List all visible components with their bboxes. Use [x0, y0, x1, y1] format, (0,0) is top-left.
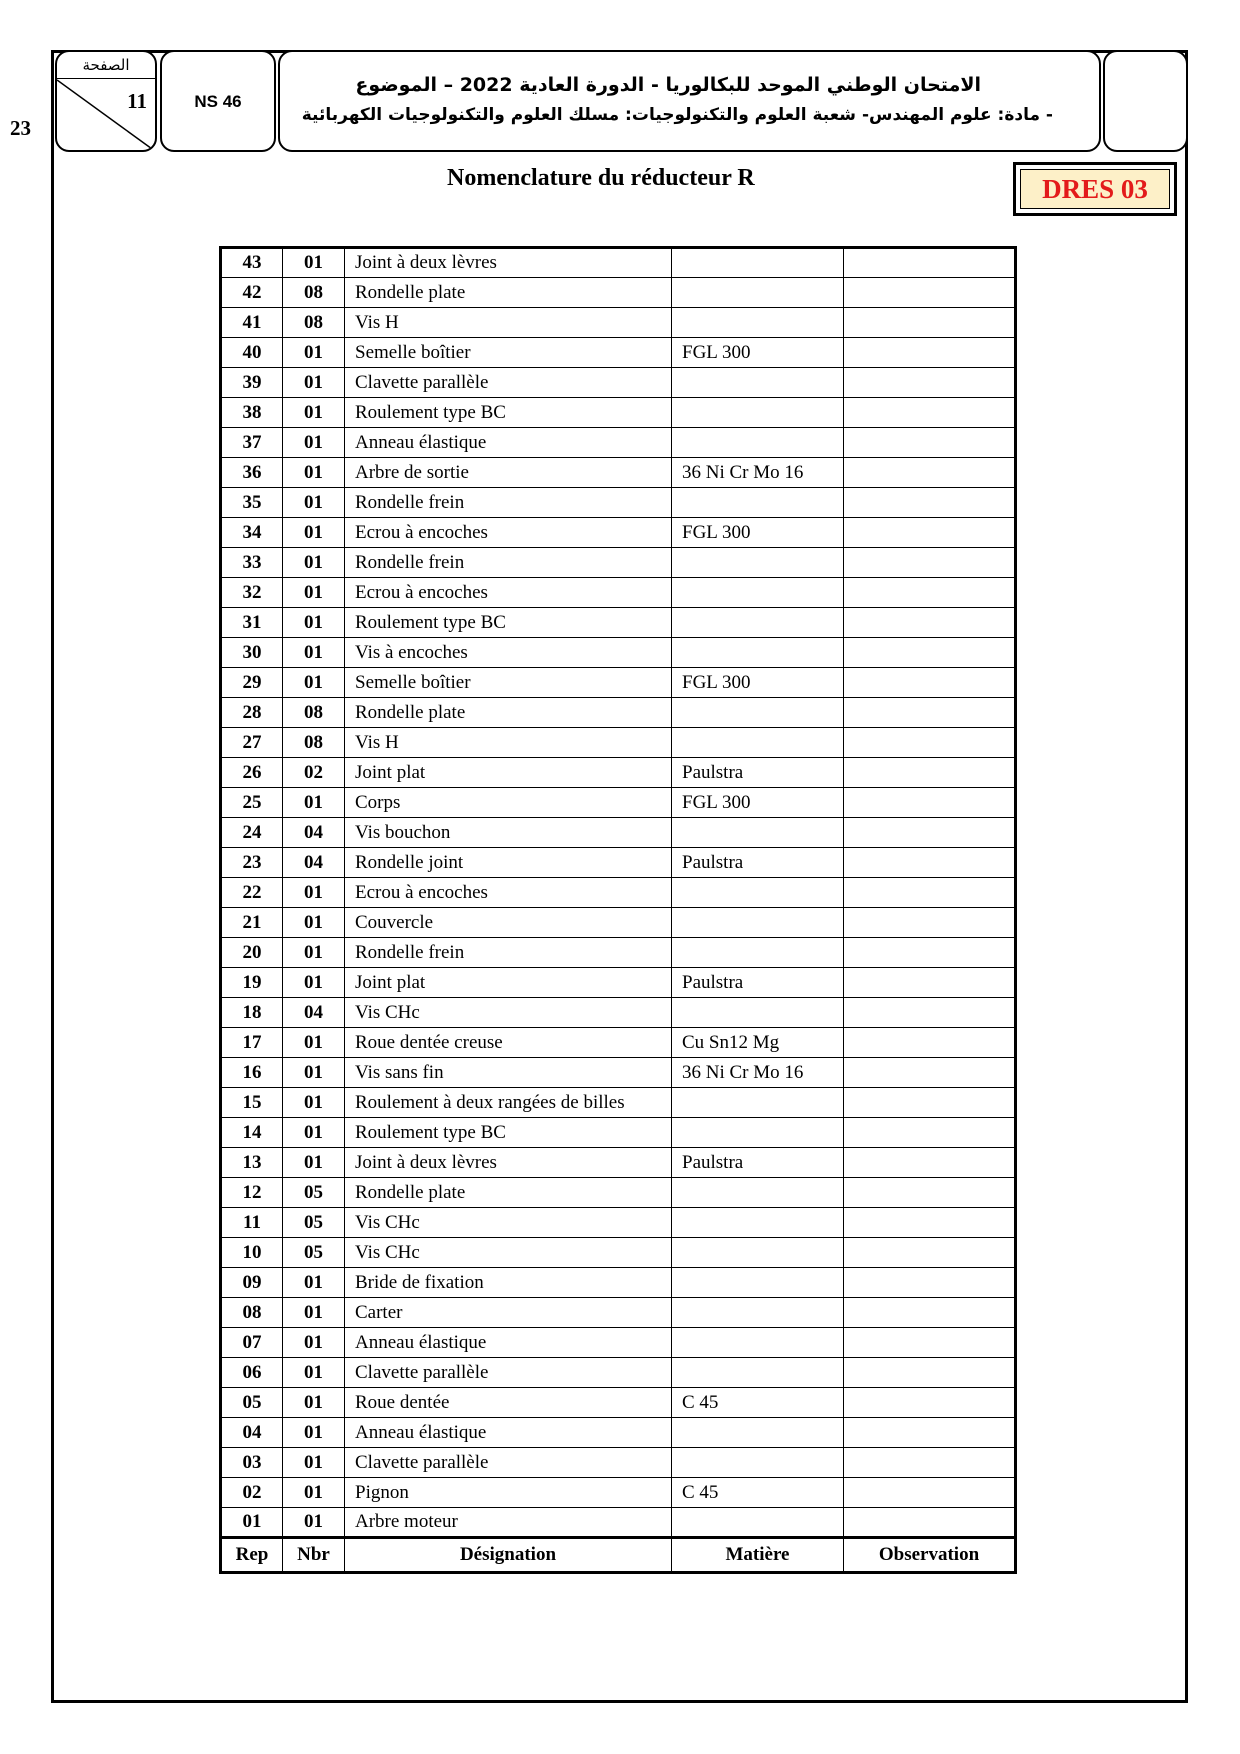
table-row: [221, 1208, 1016, 1238]
table-row: [221, 1088, 1016, 1118]
cell-rep: 02: [221, 1478, 283, 1508]
cell-matiere: [672, 878, 844, 908]
table-row: [221, 1388, 1016, 1418]
cell-nbr: 01: [283, 1388, 345, 1418]
table-row: [221, 1148, 1016, 1178]
header-empty-box: [1103, 50, 1188, 152]
cell-rep: 04: [221, 1418, 283, 1448]
cell-designation: Rondelle plate: [345, 1178, 672, 1208]
cell-matiere: [672, 1088, 844, 1118]
cell-matiere: C 45: [672, 1478, 844, 1508]
table-row: [221, 1058, 1016, 1088]
cell-designation: Semelle boîtier: [345, 668, 672, 698]
cell-designation: Rondelle plate: [345, 278, 672, 308]
nomenclature-table: [219, 246, 1017, 1574]
table-row: [221, 1178, 1016, 1208]
cell-matiere: [672, 278, 844, 308]
cell-observation: [844, 1388, 1016, 1418]
cell-nbr: 08: [283, 698, 345, 728]
cell-rep: 19: [221, 968, 283, 998]
cell-nbr: 01: [283, 908, 345, 938]
cell-rep: 20: [221, 938, 283, 968]
cell-rep: 34: [221, 518, 283, 548]
cell-observation: [844, 278, 1016, 308]
page-number-box: [55, 50, 157, 152]
table-row: [221, 428, 1016, 458]
cell-nbr: 01: [283, 1448, 345, 1478]
cell-matiere: [672, 938, 844, 968]
cell-matiere: FGL 300: [672, 788, 844, 818]
cell-matiere: [672, 818, 844, 848]
cell-matiere: 36 Ni Cr Mo 16: [672, 1058, 844, 1088]
cell-designation: Ecrou à encoches: [345, 518, 672, 548]
cell-designation: Clavette parallèle: [345, 1358, 672, 1388]
cell-nbr: 01: [283, 338, 345, 368]
cell-matiere: [672, 1178, 844, 1208]
cell-designation: Clavette parallèle: [345, 1448, 672, 1478]
document-ref-badge: [1013, 162, 1177, 216]
cell-designation: Vis CHc: [345, 1238, 672, 1268]
cell-designation: Carter: [345, 1298, 672, 1328]
page-current: 11: [127, 89, 147, 113]
cell-matiere: [672, 548, 844, 578]
table-row: [221, 368, 1016, 398]
cell-nbr: 01: [283, 968, 345, 998]
cell-designation: Vis à encoches: [345, 638, 672, 668]
cell-matiere: [672, 998, 844, 1028]
cell-matiere: Paulstra: [672, 848, 844, 878]
cell-designation: Corps: [345, 788, 672, 818]
table-row: [221, 938, 1016, 968]
cell-designation: Ecrou à encoches: [345, 578, 672, 608]
exam-code-box: [160, 50, 276, 152]
table-row: [221, 908, 1016, 938]
cell-rep: 10: [221, 1238, 283, 1268]
cell-observation: [844, 428, 1016, 458]
cell-rep: 26: [221, 758, 283, 788]
table-row: [221, 578, 1016, 608]
cell-matiere: [672, 608, 844, 638]
cell-designation: Anneau élastique: [345, 428, 672, 458]
cell-nbr: 02: [283, 758, 345, 788]
cell-observation: [844, 1178, 1016, 1208]
cell-observation: [844, 968, 1016, 998]
column-header-nbr: Nbr: [283, 1538, 345, 1573]
cell-rep: 15: [221, 1088, 283, 1118]
cell-observation: [844, 488, 1016, 518]
cell-designation: Joint à deux lèvres: [345, 248, 672, 278]
cell-nbr: 01: [283, 368, 345, 398]
table-row: [221, 458, 1016, 488]
cell-nbr: 01: [283, 1358, 345, 1388]
table-row: [221, 308, 1016, 338]
cell-rep: 31: [221, 608, 283, 638]
cell-observation: [844, 1088, 1016, 1118]
cell-nbr: 01: [283, 938, 345, 968]
cell-rep: 09: [221, 1268, 283, 1298]
column-header-designation: Désignation: [345, 1538, 672, 1573]
table-row: [221, 1028, 1016, 1058]
cell-nbr: 01: [283, 1118, 345, 1148]
cell-nbr: 08: [283, 278, 345, 308]
cell-nbr: 01: [283, 1058, 345, 1088]
table-row: [221, 1298, 1016, 1328]
cell-nbr: 01: [283, 1508, 345, 1538]
page-total: 23: [10, 116, 31, 140]
cell-matiere: [672, 428, 844, 458]
cell-rep: 13: [221, 1148, 283, 1178]
cell-designation: Rondelle plate: [345, 698, 672, 728]
table-row: [221, 728, 1016, 758]
cell-observation: [844, 398, 1016, 428]
cell-rep: 05: [221, 1388, 283, 1418]
cell-matiere: [672, 1328, 844, 1358]
cell-observation: [844, 938, 1016, 968]
cell-designation: Joint plat: [345, 758, 672, 788]
cell-matiere: [672, 1448, 844, 1478]
cell-nbr: 08: [283, 308, 345, 338]
cell-rep: 41: [221, 308, 283, 338]
cell-rep: 22: [221, 878, 283, 908]
cell-matiere: [672, 1418, 844, 1448]
document-ref-label: DRES 03: [1020, 169, 1170, 209]
cell-rep: 29: [221, 668, 283, 698]
cell-nbr: 01: [283, 1478, 345, 1508]
cell-designation: Joint à deux lèvres: [345, 1148, 672, 1178]
cell-observation: [844, 728, 1016, 758]
cell-matiere: [672, 1118, 844, 1148]
cell-matiere: [672, 488, 844, 518]
cell-nbr: 05: [283, 1208, 345, 1238]
cell-rep: 35: [221, 488, 283, 518]
cell-nbr: 01: [283, 1298, 345, 1328]
cell-designation: Roulement type BC: [345, 1118, 672, 1148]
cell-designation: Vis sans fin: [345, 1058, 672, 1088]
cell-matiere: Paulstra: [672, 968, 844, 998]
table-row: [221, 1268, 1016, 1298]
cell-designation: Pignon: [345, 1478, 672, 1508]
cell-matiere: [672, 638, 844, 668]
cell-rep: 23: [221, 848, 283, 878]
cell-observation: [844, 308, 1016, 338]
cell-rep: 32: [221, 578, 283, 608]
exam-title-line2: - مادة: علوم المهندس- شعبة العلوم والتكنولوجيات: مسلك العلوم والتكنولوجيات الكهربائية: [301, 105, 1053, 125]
cell-observation: [844, 1418, 1016, 1448]
cell-designation: Vis CHc: [345, 1208, 672, 1238]
cell-matiere: Paulstra: [672, 758, 844, 788]
cell-observation: [844, 998, 1016, 1028]
cell-nbr: 01: [283, 518, 345, 548]
cell-designation: Joint plat: [345, 968, 672, 998]
cell-observation: [844, 1298, 1016, 1328]
cell-matiere: FGL 300: [672, 518, 844, 548]
cell-designation: Vis H: [345, 728, 672, 758]
cell-rep: 24: [221, 818, 283, 848]
column-header-matiere: Matière: [672, 1538, 844, 1573]
cell-rep: 28: [221, 698, 283, 728]
cell-nbr: 04: [283, 818, 345, 848]
cell-designation: Rondelle frein: [345, 548, 672, 578]
cell-observation: [844, 848, 1016, 878]
cell-rep: 40: [221, 338, 283, 368]
cell-observation: [844, 668, 1016, 698]
cell-rep: 11: [221, 1208, 283, 1238]
table-row: [221, 1358, 1016, 1388]
table-row: [221, 1118, 1016, 1148]
cell-matiere: FGL 300: [672, 668, 844, 698]
cell-matiere: [672, 728, 844, 758]
cell-designation: Roue dentée creuse: [345, 1028, 672, 1058]
table-row: [221, 1478, 1016, 1508]
cell-nbr: 01: [283, 1418, 345, 1448]
cell-rep: 08: [221, 1298, 283, 1328]
cell-designation: Rondelle frein: [345, 488, 672, 518]
cell-observation: [844, 578, 1016, 608]
cell-observation: [844, 1238, 1016, 1268]
table-row: [221, 818, 1016, 848]
table-row: [221, 878, 1016, 908]
cell-matiere: Paulstra: [672, 1148, 844, 1178]
cell-nbr: 01: [283, 488, 345, 518]
cell-rep: 38: [221, 398, 283, 428]
cell-rep: 27: [221, 728, 283, 758]
table-row: [221, 488, 1016, 518]
cell-designation: Vis CHc: [345, 998, 672, 1028]
cell-designation: Arbre de sortie: [345, 458, 672, 488]
cell-matiere: [672, 1238, 844, 1268]
table-row: [221, 638, 1016, 668]
cell-observation: [844, 1058, 1016, 1088]
cell-nbr: 01: [283, 638, 345, 668]
cell-observation: [844, 608, 1016, 638]
cell-designation: Vis bouchon: [345, 818, 672, 848]
cell-matiere: 36 Ni Cr Mo 16: [672, 458, 844, 488]
cell-rep: 33: [221, 548, 283, 578]
cell-observation: [844, 368, 1016, 398]
cell-observation: [844, 1508, 1016, 1538]
column-header-rep: Rep: [221, 1538, 283, 1573]
cell-nbr: 01: [283, 458, 345, 488]
cell-rep: 07: [221, 1328, 283, 1358]
cell-nbr: 04: [283, 998, 345, 1028]
cell-matiere: [672, 698, 844, 728]
cell-nbr: 04: [283, 848, 345, 878]
cell-observation: [844, 818, 1016, 848]
cell-observation: [844, 458, 1016, 488]
cell-matiere: [672, 308, 844, 338]
page-label: الصفحة: [82, 56, 130, 74]
cell-rep: 43: [221, 248, 283, 278]
cell-rep: 37: [221, 428, 283, 458]
table-row: [221, 848, 1016, 878]
cell-nbr: 01: [283, 878, 345, 908]
cell-designation: Roulement type BC: [345, 398, 672, 428]
cell-designation: Ecrou à encoches: [345, 878, 672, 908]
table-row: [221, 248, 1016, 278]
cell-nbr: 01: [283, 1328, 345, 1358]
table-row: [221, 668, 1016, 698]
cell-designation: Roulement type BC: [345, 608, 672, 638]
cell-nbr: 01: [283, 1028, 345, 1058]
cell-observation: [844, 1028, 1016, 1058]
cell-designation: Roulement à deux rangées de billes: [345, 1088, 672, 1118]
cell-nbr: 01: [283, 248, 345, 278]
document-title: Nomenclature du réducteur R: [447, 165, 755, 191]
cell-designation: Semelle boîtier: [345, 338, 672, 368]
cell-rep: 16: [221, 1058, 283, 1088]
table-row: [221, 1418, 1016, 1448]
cell-rep: 21: [221, 908, 283, 938]
cell-rep: 17: [221, 1028, 283, 1058]
table-row: [221, 758, 1016, 788]
cell-nbr: 01: [283, 1148, 345, 1178]
table-row: [221, 788, 1016, 818]
cell-matiere: [672, 1268, 844, 1298]
cell-designation: Anneau élastique: [345, 1418, 672, 1448]
cell-observation: [844, 908, 1016, 938]
cell-nbr: 01: [283, 1268, 345, 1298]
cell-observation: [844, 338, 1016, 368]
cell-rep: 39: [221, 368, 283, 398]
cell-matiere: [672, 248, 844, 278]
cell-rep: 06: [221, 1358, 283, 1388]
table-row: [221, 338, 1016, 368]
cell-designation: Clavette parallèle: [345, 368, 672, 398]
cell-matiere: [672, 578, 844, 608]
table-row: [221, 968, 1016, 998]
cell-observation: [844, 1208, 1016, 1238]
cell-rep: 30: [221, 638, 283, 668]
cell-observation: [844, 1328, 1016, 1358]
table-row: [221, 398, 1016, 428]
table-row: [221, 1448, 1016, 1478]
exam-title-box: [278, 50, 1101, 152]
cell-designation: Anneau élastique: [345, 1328, 672, 1358]
table-header-row: [221, 1538, 1016, 1573]
cell-designation: Arbre moteur: [345, 1508, 672, 1538]
cell-nbr: 01: [283, 548, 345, 578]
cell-observation: [844, 758, 1016, 788]
cell-nbr: 01: [283, 788, 345, 818]
cell-matiere: [672, 368, 844, 398]
cell-observation: [844, 1358, 1016, 1388]
exam-code: NS 46: [194, 92, 242, 111]
cell-nbr: 05: [283, 1238, 345, 1268]
cell-nbr: 01: [283, 578, 345, 608]
cell-rep: 42: [221, 278, 283, 308]
cell-designation: Roue dentée: [345, 1388, 672, 1418]
cell-rep: 12: [221, 1178, 283, 1208]
cell-matiere: FGL 300: [672, 338, 844, 368]
table-row: [221, 998, 1016, 1028]
table-row: [221, 698, 1016, 728]
exam-title-line1: الامتحان الوطني الموحد للبكالوريا - الدورة العادية 2022 – الموضوع: [355, 74, 981, 96]
cell-nbr: 08: [283, 728, 345, 758]
cell-observation: [844, 878, 1016, 908]
cell-observation: [844, 1148, 1016, 1178]
cell-observation: [844, 248, 1016, 278]
cell-observation: [844, 698, 1016, 728]
cell-rep: 18: [221, 998, 283, 1028]
column-header-observation: Observation: [844, 1538, 1016, 1573]
cell-matiere: [672, 398, 844, 428]
cell-observation: [844, 788, 1016, 818]
table-row: [221, 548, 1016, 578]
cell-observation: [844, 1268, 1016, 1298]
cell-matiere: [672, 1508, 844, 1538]
cell-observation: [844, 1448, 1016, 1478]
cell-matiere: [672, 1298, 844, 1328]
cell-matiere: [672, 1358, 844, 1388]
table-row: [221, 518, 1016, 548]
cell-designation: Couvercle: [345, 908, 672, 938]
nomenclature-body: [221, 248, 1016, 1538]
cell-nbr: 05: [283, 1178, 345, 1208]
cell-designation: Rondelle joint: [345, 848, 672, 878]
cell-nbr: 01: [283, 1088, 345, 1118]
cell-nbr: 01: [283, 668, 345, 698]
table-row: [221, 1328, 1016, 1358]
cell-designation: Bride de fixation: [345, 1268, 672, 1298]
cell-designation: Vis H: [345, 308, 672, 338]
cell-observation: [844, 638, 1016, 668]
cell-rep: 14: [221, 1118, 283, 1148]
cell-matiere: [672, 908, 844, 938]
cell-observation: [844, 518, 1016, 548]
table-row: [221, 278, 1016, 308]
cell-designation: Rondelle frein: [345, 938, 672, 968]
cell-matiere: C 45: [672, 1388, 844, 1418]
cell-nbr: 01: [283, 428, 345, 458]
cell-observation: [844, 1118, 1016, 1148]
cell-observation: [844, 548, 1016, 578]
cell-rep: 25: [221, 788, 283, 818]
cell-nbr: 01: [283, 398, 345, 428]
table-row: [221, 608, 1016, 638]
cell-rep: 03: [221, 1448, 283, 1478]
cell-matiere: Cu Sn12 Mg: [672, 1028, 844, 1058]
cell-observation: [844, 1478, 1016, 1508]
table-row: [221, 1508, 1016, 1538]
cell-rep: 36: [221, 458, 283, 488]
cell-nbr: 01: [283, 608, 345, 638]
cell-rep: 01: [221, 1508, 283, 1538]
table-row: [221, 1238, 1016, 1268]
cell-matiere: [672, 1208, 844, 1238]
